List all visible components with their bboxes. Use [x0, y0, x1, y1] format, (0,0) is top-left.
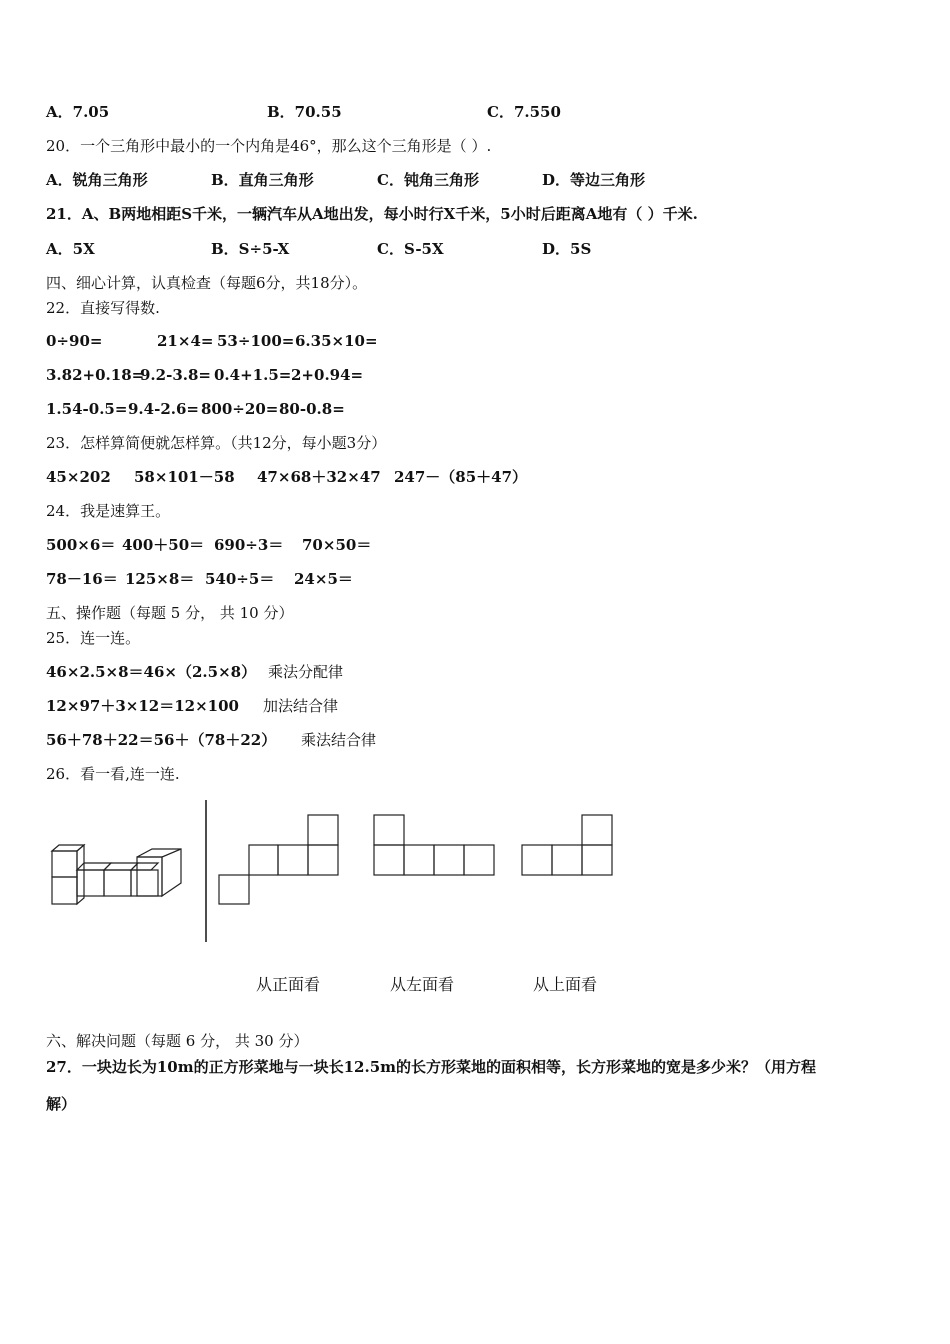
cube-solid-3d: [52, 845, 181, 904]
q22-item: 53÷100=: [217, 332, 295, 350]
q19-option-c: C．7.550: [487, 103, 561, 121]
q24-item: 78－16＝: [46, 570, 118, 588]
q22-item: 0÷90=: [46, 332, 103, 350]
q24-item: 70×50＝: [302, 536, 372, 554]
view-option-3[interactable]: [522, 815, 612, 875]
view-option-1[interactable]: [219, 815, 338, 904]
q22-item: 1.54-0.5=: [46, 400, 128, 418]
q23-items: [46, 467, 566, 487]
q22-item: 6.35×10=: [295, 332, 378, 350]
q22-item: 0.4+1.5=: [214, 366, 292, 384]
q20-option-b: B．直角三角形: [211, 171, 314, 189]
q23-item: 247－（85＋47）: [394, 468, 528, 486]
q24-item: 540÷5＝: [205, 570, 275, 588]
q23-item: 45×202: [46, 468, 111, 486]
q21-options: [46, 239, 746, 259]
q22-item: 800÷20=: [201, 400, 279, 418]
q20-options: [46, 170, 746, 190]
q22-stem: 22．直接写得数.: [46, 299, 160, 317]
q23-item: 47×68＋32×47: [257, 468, 381, 486]
q27-stem-line-1: 27．一块边长为10m的正方形菜地与一块长12.5m的长方形菜地的面积相等，长方形菜地的宽是多少米？（用方程: [46, 1058, 817, 1076]
q25-expression: 46×2.5×8＝46×（2.5×8）: [46, 663, 257, 681]
q24-stem: 24．我是速算王。: [46, 502, 171, 520]
q22-item: 80-0.8=: [279, 400, 345, 418]
section-5-heading: 五、操作题（每题 5 分， 共 10 分）: [46, 604, 294, 622]
q25-stem: 25．连一连。: [46, 629, 141, 647]
q27-stem-line-2: 解）: [46, 1095, 77, 1113]
q25-law: 加法结合律: [263, 697, 339, 715]
q21-stem: 21．A、B两地相距S千米，一辆汽车从A地出发，每小时行X千米，5小时后距离A地有（ ）千米.: [46, 205, 698, 223]
q22-item: 2+0.94=: [291, 366, 364, 384]
section-4-heading: 四、细心计算，认真检查（每题6分，共18分）。: [46, 274, 368, 292]
q21-option-a: A．5X: [46, 240, 95, 258]
q22-item: 3.82+0.18=: [46, 366, 145, 384]
view-option-2[interactable]: [374, 815, 494, 875]
q22-row-3: [46, 399, 446, 419]
q25-law: 乘法结合律: [301, 731, 377, 749]
q20-option-c: C．钝角三角形: [377, 171, 479, 189]
q24-row-1: [46, 535, 446, 555]
q24-row-2: [46, 569, 446, 589]
q20-stem: 20．一个三角形中最小的一个内角是46°，那么这个三角形是（ ）.: [46, 137, 492, 155]
caption-left-view[interactable]: 从左面看: [390, 975, 455, 994]
q20-option-a: A．锐角三角形: [46, 171, 148, 189]
q20-option-d: D．等边三角形: [542, 171, 646, 189]
q25-row-3: [46, 730, 466, 750]
q22-item: 21×4=: [157, 332, 214, 350]
q25-expression: 56＋78＋22＝56＋（78＋22）: [46, 731, 277, 749]
q25-row-1: [46, 662, 466, 682]
q19-options: [46, 102, 646, 122]
q25-row-2: [46, 696, 466, 716]
q19-option-b: B．70.55: [267, 103, 342, 121]
q24-item: 400＋50＝: [122, 536, 205, 554]
caption-front-view[interactable]: 从正面看: [256, 975, 321, 994]
q25-law: 乘法分配律: [268, 663, 344, 681]
q22-item: 9.4-2.6=: [128, 400, 199, 418]
q26-stem: 26．看一看,连一连.: [46, 765, 180, 783]
q24-item: 690÷3＝: [214, 536, 284, 554]
q25-expression: 12×97＋3×12＝12×100: [46, 697, 239, 715]
q22-row-1: [46, 331, 446, 351]
q24-item: 125×8＝: [125, 570, 195, 588]
q19-option-a: A．7.05: [46, 103, 110, 121]
q22-row-2: [46, 365, 446, 385]
caption-top-view[interactable]: 从上面看: [533, 975, 598, 994]
q24-item: 24×5＝: [294, 570, 353, 588]
q26-figure: [40, 795, 640, 950]
q23-stem: 23．怎样算简便就怎样算。（共12分，每小题3分）: [46, 434, 387, 452]
q21-option-c: C．S-5X: [377, 240, 444, 258]
q23-item: 58×101－58: [134, 468, 235, 486]
q22-item: 9.2-3.8=: [140, 366, 211, 384]
q21-option-b: B．S÷5-X: [211, 240, 290, 258]
q24-item: 500×6＝: [46, 536, 116, 554]
q21-option-d: D．5S: [542, 240, 592, 258]
section-6-heading: 六、解决问题（每题 6 分， 共 30 分）: [46, 1032, 309, 1050]
